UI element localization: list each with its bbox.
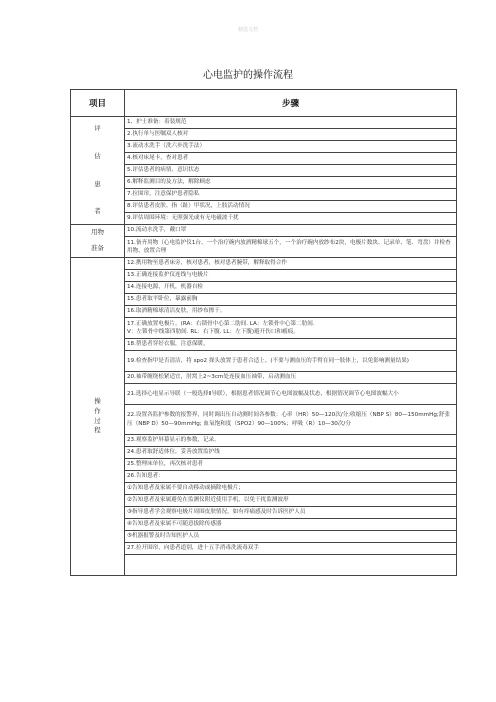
step-26-item-5: ⑤机器报警及时告知医护人员 [125,531,457,543]
watermark: 精选文档 [237,27,258,33]
step-15: 15.患者取平卧位，暴露前胸 [125,294,457,306]
step-2: 2.执行单与医嘱双人核对 [125,129,457,141]
step-22: 22.设置各监护参数的报警界，同时调出压自动测时间各参数：心率（HR）50—120次/分;收缩压（NBP S）80—150mmHg;舒张压（NBP D）50—90mmHg; 血氧饱和度（SPO2）90—100%；呼吸（R）10—30次/分 [125,405,457,435]
step-17-line-1: 17.正确放置电极片。(RA：右锁骨中心第二肋间. LA：左锁骨中心第二肋间. [127,320,315,327]
table-row [71,117,457,129]
step-26-item-3: ③指导患者学会观察电极片周围皮肤情况，如有痒痛感及时告诉医护人员 [125,507,457,519]
header-row [71,90,457,117]
section-supplies: 用物 准备 [71,225,125,258]
step-26-item-2: ②告知患者及家属避免在监测仪附近使用手机，以免干扰监测波形 [125,495,457,507]
table-row [71,435,457,447]
table-row [71,471,457,483]
table-row [71,213,457,225]
step-13: 13.正确连接监护仪连线与电极片 [125,270,457,282]
step-20: 20.袖带缠绕松紧适宜，肘窝上2~3cm处连接血压袖带，启动测血压 [125,372,457,384]
step-26: 26.告知患者： [125,471,457,483]
step-3: 3.流动水洗手（洗六步洗手法） [125,141,457,153]
step-5: 5.评估患者的病情、意识状态 [125,165,457,177]
table-row [71,555,457,576]
step-6: 6.解释监测目的及方法，解除顾虑 [125,177,457,189]
step-19: 19.检查指甲是否清洁，将 spo2 探头放置于患者合适上。(不要与测血压的手臂在同一肢体上，以免影响测量结果) [125,351,457,372]
step-26-item-1: ①告知患者及家属不要自动移动或摘除电极片； [125,483,457,495]
table-row [71,339,457,351]
step-16: 16.取酒精棉球清洁皮肤，用纱布擦干。 [125,306,457,318]
table-row [71,318,457,339]
table-row [71,129,457,141]
table-row [71,225,457,237]
table-row [71,447,457,459]
header-steps: 步骤 [125,90,457,117]
table-row [71,294,457,306]
table-row [71,258,457,270]
table-row [71,495,457,507]
step-14: 14.连接电源，开机，机器自检 [125,282,457,294]
step-27: 27.拉开围帘，向患者道别，进十五手消毒洗流毒双手 [125,543,457,555]
step-1: 1、护士准备：着装规范 [125,117,457,129]
table-row [71,165,457,177]
table-row [71,201,457,213]
empty-row [125,555,457,576]
step-17-line-2: V：左锁骨中线第四肋间. RL：右下腹. LL：左下腹)避开伤口和瘢痕。 [127,329,299,335]
table-row [71,384,457,405]
step-9: 9.评估周围环境：无照强光或有无电磁波干扰 [125,213,457,225]
step-18: 18.帮患者穿好衣服，注意保暖。 [125,339,457,351]
table-row [71,519,457,531]
table-row [71,237,457,258]
table-row [71,282,457,294]
table-row [71,483,457,495]
table-row [71,153,457,165]
table-row [71,177,457,189]
step-17 [125,318,457,339]
table-row [71,372,457,384]
table-row [71,351,457,372]
table-row [71,543,457,555]
table-row [71,306,457,318]
page-title: 心电监护的操作流程 [203,70,293,81]
step-10: 10.流动水洗手，戴口罩 [125,225,457,237]
step-26-item-4: ④告知患者及家属不可随意拔除传感器 [125,519,457,531]
table-row [71,270,457,282]
step-11: 11.备齐用物（心电监护仪1台、一个治疗碗内放酒精棉球五个，一个治疗碗内放纱布2块，电极片数块、记录单、笔、弯盘）并检查用物，放置合理 [125,237,457,258]
header-project: 项目 [71,90,125,117]
section-assessment: 评 估 患 者 [71,117,125,225]
table-row [71,531,457,543]
table-row [71,459,457,471]
step-12: 12.携用物至患者床旁，核对患者，核对患者腕带，解释取得合作 [125,258,457,270]
step-24: 24.患者取舒适体位，妥善放置监护线 [125,447,457,459]
table-row [71,189,457,201]
step-4: 4.核对床尾卡，查对患者 [125,153,457,165]
table-row [71,405,457,435]
section-operation: 操 作 过 程 [71,258,125,576]
step-25: 25.整理床单位，再次核对患者 [125,459,457,471]
step-23: 23.观察监护屏幕显示的参数，记录。 [125,435,457,447]
step-7: 7.拉围帘，注意保护患者隐私 [125,189,457,201]
step-21: 21.选择心电显示导联（一般选择Ⅱ导联），根据患者情况调节心电图波幅及状态，根据情况调节心电图波幅大小 [125,384,457,405]
procedure-table [70,89,457,576]
table-row [71,141,457,153]
table-row [71,507,457,519]
step-8: 8.评估患者皮肤、指（趾）甲状况，上肢活动情况 [125,201,457,213]
